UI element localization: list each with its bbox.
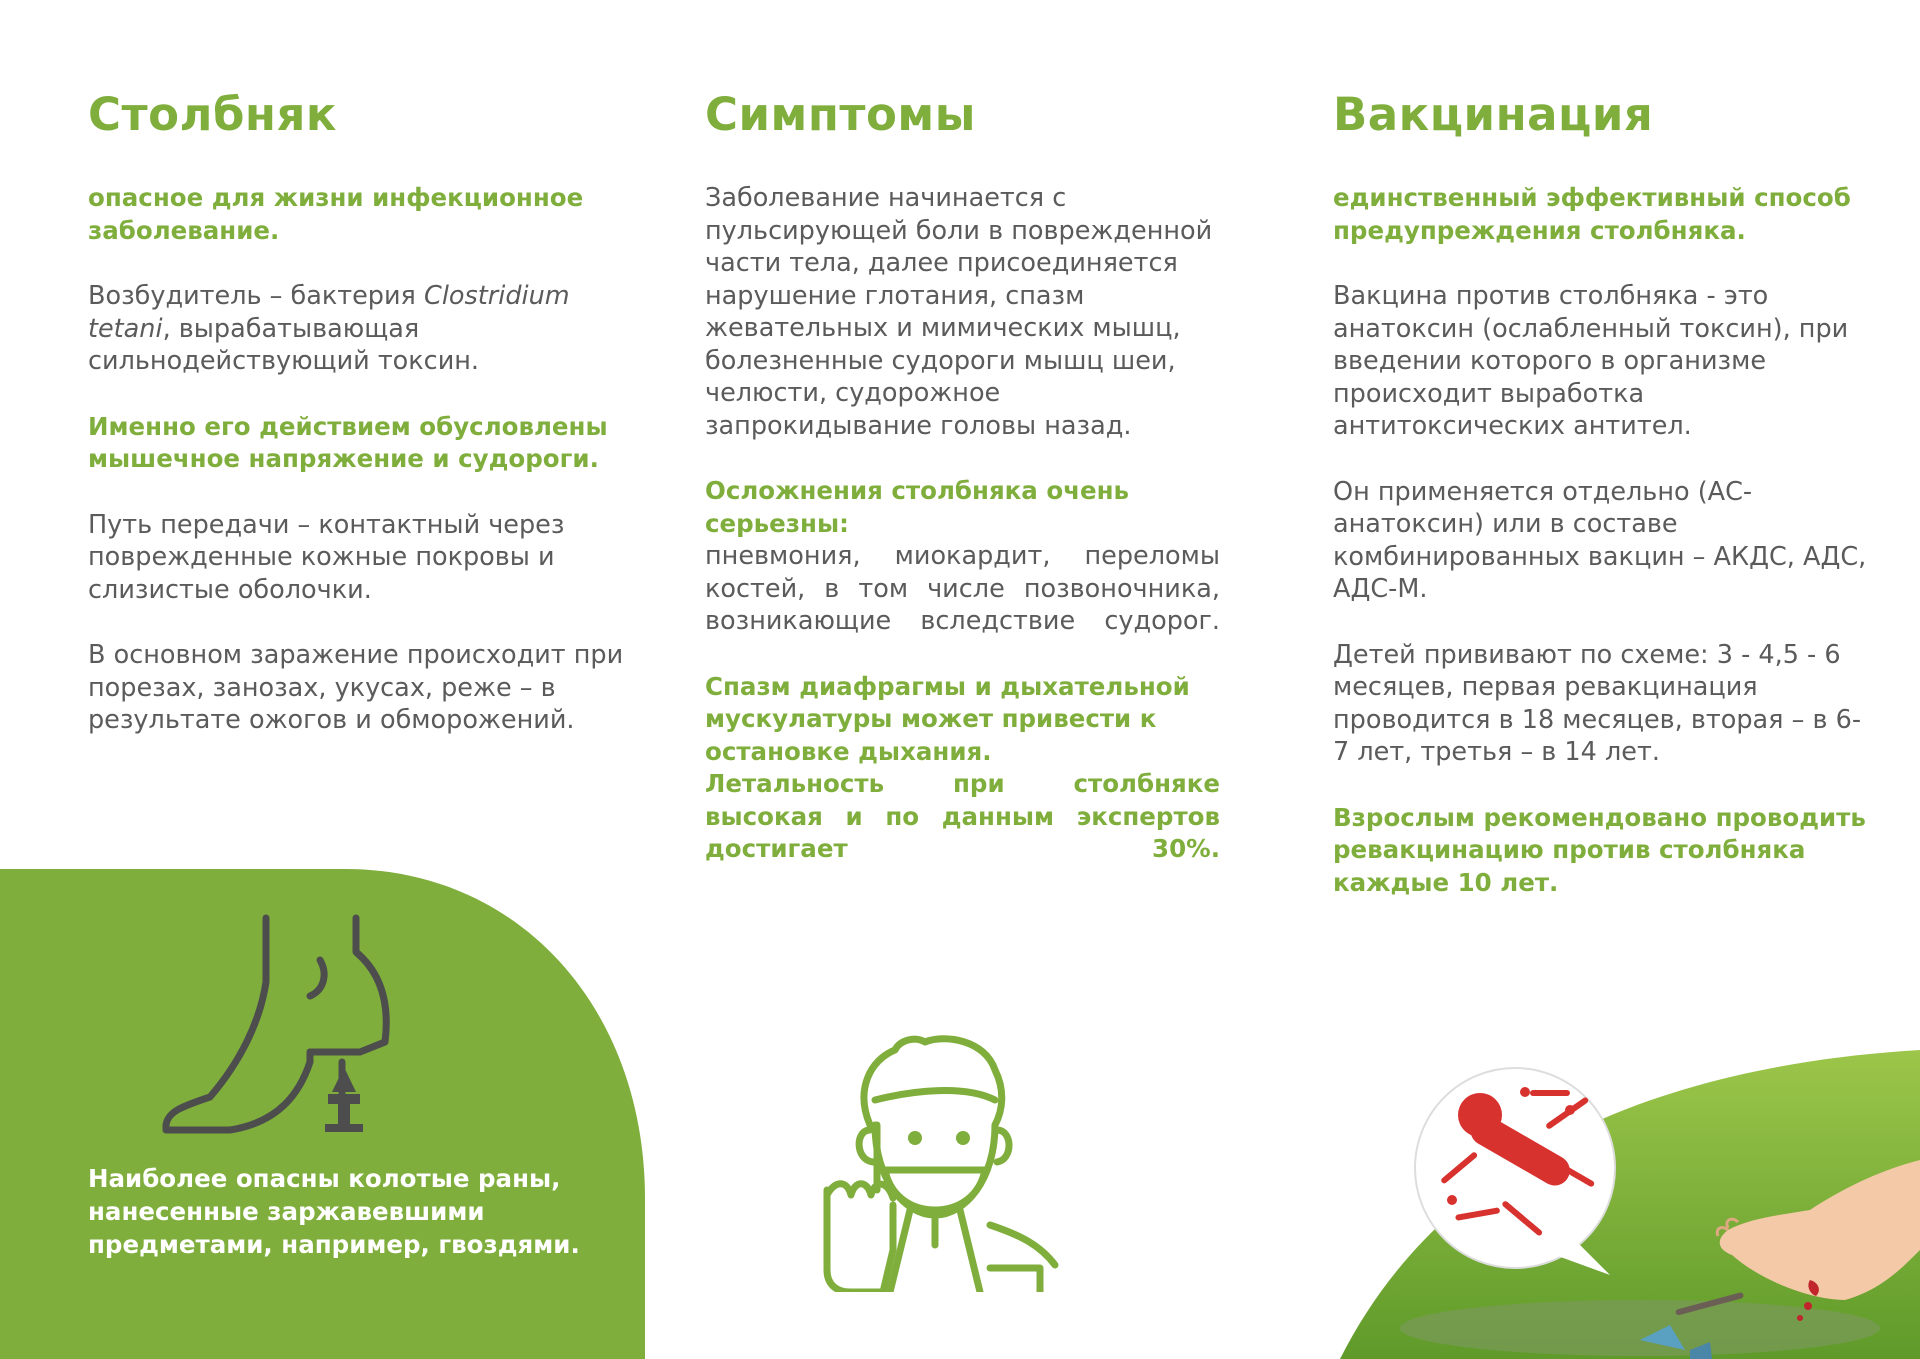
column-vaccination	[1333, 82, 1873, 932]
tetanus-subtitle: опасное для жизни инфекционное заболевание.	[88, 183, 584, 245]
vaccination-title: Вакцинация	[1333, 88, 1654, 141]
pathogen-text-b: , вырабатывающая сильнодействующий токсин.	[88, 313, 480, 376]
pathogen-text-a: Возбудитель – бактерия	[88, 281, 425, 311]
tetanus-title: Столбняк	[88, 88, 337, 141]
vaccine-paragraph: Вакцина против столбняка - это анатоксин (ослабленный токсин), при введении которого в организме происходит выработка антитоксических антител.	[1333, 281, 1849, 441]
lethality-highlight: Летальность при столбняке высокая и по данным экспертов достигает 30%.	[705, 769, 1220, 863]
vaccine-usage-paragraph: Он применяется отдельно (АС-анатоксин) или в составе комбинированных вакцин – АКДС, АДС, АДС-М.	[1333, 476, 1867, 604]
complications-text: пневмония, миокардит, переломы костей, в том числе позвоночника, возникающие вследствие судорог.	[705, 541, 1220, 636]
pathogen-name: Clostridium tetani	[88, 281, 570, 344]
injured-foot-bacteria-illustration	[1340, 1050, 1920, 1359]
foot-nail-icon	[160, 912, 400, 1137]
schedule-paragraph: Детей прививают по схеме: 3 - 4,5 - 6 месяцев, первая ревакцинация проводится в 18 месяцев, вторая – в 6-7 лет, третья – в 14 лет.	[1333, 639, 1862, 767]
masked-person-icon	[815, 1030, 1075, 1292]
pathogen-paragraph	[88, 280, 648, 378]
column-symptoms	[705, 82, 1220, 899]
transmission-paragraph: Путь передачи – контактный через поврежденные кожные покровы и слизистые оболочки.	[88, 509, 565, 605]
complications-title: Осложнения столбняка очень серьезны:	[705, 476, 1130, 538]
vaccination-subtitle: единственный эффективный способ предупреждения столбняка.	[1333, 183, 1851, 245]
adult-revaccination-highlight: Взрослым рекомендовано проводить ревакцинацию против столбняка каждые 10 лет.	[1333, 802, 1866, 897]
symptoms-title: Симптомы	[705, 88, 976, 141]
complications-block	[705, 475, 1220, 540]
column-tetanus	[88, 82, 648, 770]
infection-paragraph: В основном заражение происходит при порезах, занозах, укусах, реже – в результате ожогов и обморожений.	[88, 640, 624, 735]
toxin-effect-highlight: Именно его действием обусловлены мышечное напряжение и судороги.	[88, 411, 608, 473]
spasm-highlight: Спазм диафрагмы и дыхательной мускулатуры может привести к остановке дыхания.	[705, 671, 1190, 766]
symptoms-paragraph: Заболевание начинается с пульсирующей боли в поврежденной части тела, далее присоединяется нарушение глотания, спазм жевательных и мимических мышц, болезненные судороги мышц шеи, челюсти, судорожное запрокидывание головы назад.	[705, 183, 1213, 441]
puncture-wound-callout: Наиболее опасны колотые раны, нанесенные заржавевшими предметами, например, гвоздями.	[88, 1164, 580, 1259]
